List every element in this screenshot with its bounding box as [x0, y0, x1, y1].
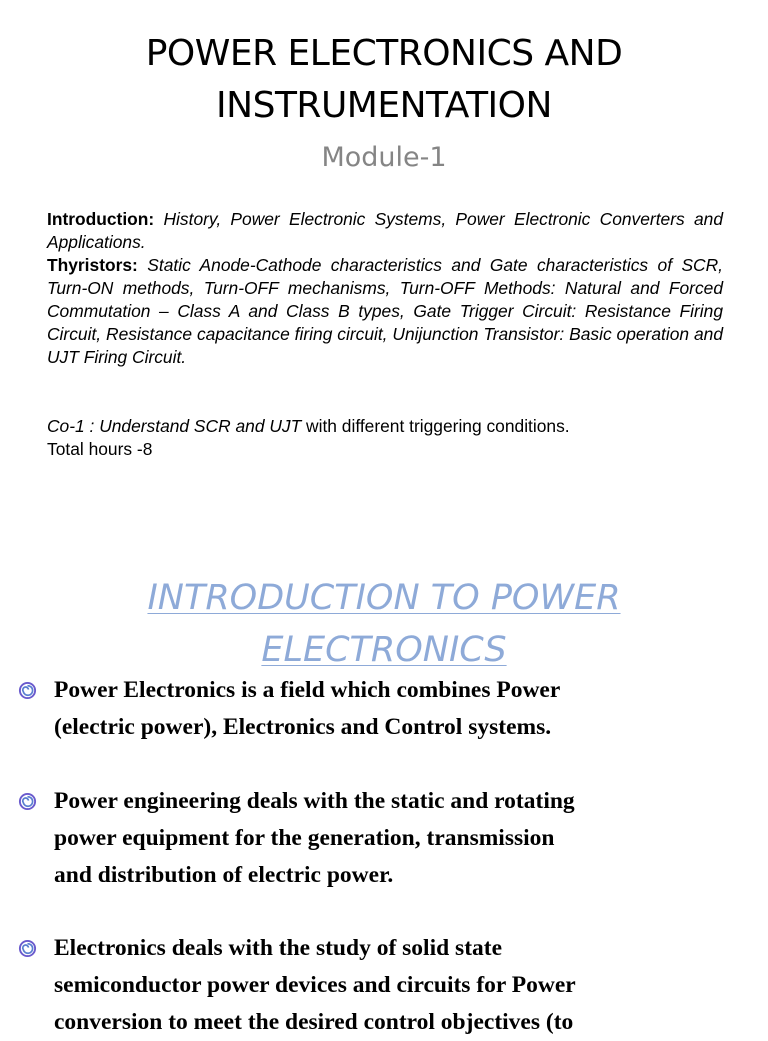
bullet-line: Power engineering deals with the static and rotating — [54, 788, 575, 814]
swirl-bullet-icon — [18, 939, 37, 958]
total-hours: Total hours -8 — [47, 439, 153, 459]
section-title — [0, 572, 768, 676]
bullet-line: (electric power), Electronics and Control systems. — [54, 714, 552, 740]
bullet-line: conversion to meet the desired control objectives (to — [54, 1009, 574, 1035]
syllabus-introduction — [47, 208, 723, 254]
bullet-line: Power Electronics is a field which combines Power — [54, 677, 561, 703]
section-title-line-2: ELECTRONICS — [261, 630, 507, 670]
syllabus-thyristors — [47, 254, 723, 369]
document-title — [0, 28, 768, 132]
swirl-bullet-icon — [18, 792, 37, 811]
syllabus-block — [47, 208, 723, 369]
bullet-line: and distribution of electric power. — [54, 862, 394, 888]
bullet-line: power equipment for the generation, transmission — [54, 825, 555, 851]
bullet-text — [54, 672, 654, 746]
bullet-text — [54, 930, 654, 1041]
swirl-bullet-icon — [18, 681, 37, 700]
course-outcome — [47, 415, 570, 438]
introduction-text: History, Power Electronic Systems, Power Electronic Converters and Applications. — [47, 209, 723, 252]
section-title-line-1: INTRODUCTION TO POWER — [147, 578, 621, 618]
bullet-text — [54, 783, 654, 894]
introduction-label: Introduction: — [47, 209, 155, 229]
course-outcome-plain: with different triggering conditions. — [301, 416, 570, 436]
course-outcome-italic: Co-1 : Understand SCR and UJT — [47, 416, 302, 436]
bullet-line: semiconductor power devices and circuits for Power — [54, 972, 576, 998]
title-line-2: INSTRUMENTATION — [216, 85, 552, 126]
thyristors-label: Thyristors: — [47, 255, 138, 275]
title-line-1: POWER ELECTRONICS AND — [145, 33, 623, 74]
module-subtitle: Module-1 — [321, 142, 447, 173]
bullet-line: Electronics deals with the study of solid state — [54, 935, 503, 961]
thyristors-text: Static Anode-Cathode characteristics and Gate characteristics of SCR, Turn-ON methods, Turn-OFF mechanisms, Turn-OFF Methods: Natural and Forced Commutation – Class A and Class B types, Gate Trigger Circuit: Resistance Firing Circuit, Resistance capacitance firing circuit, Unijunction Transistor: Basic operation and UJT Firing Circuit. — [47, 255, 723, 367]
